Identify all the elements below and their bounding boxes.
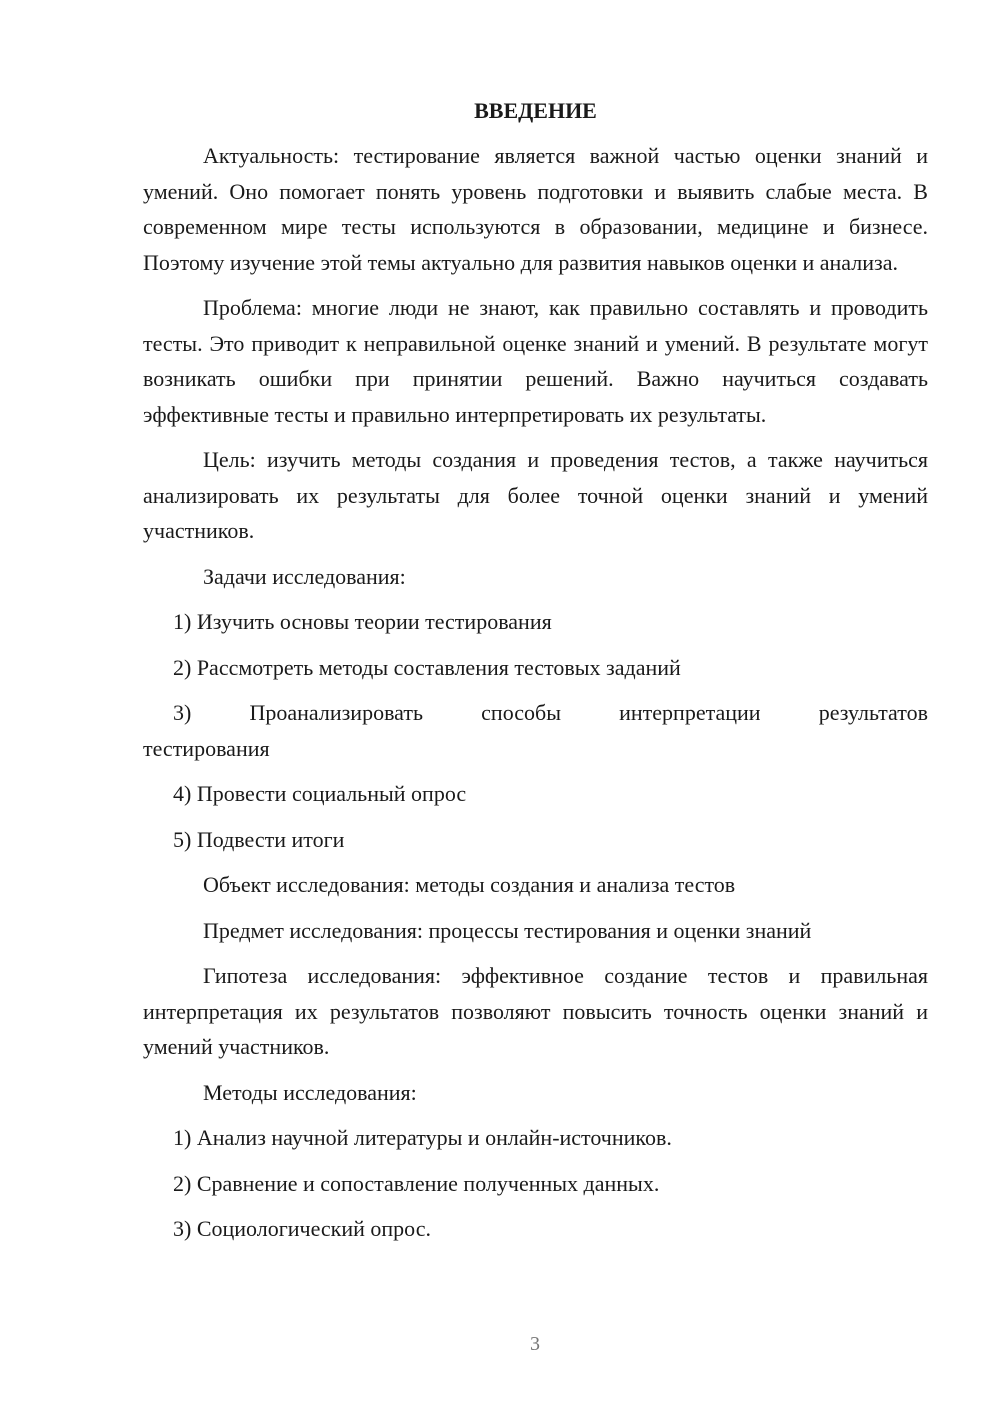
- relevance-paragraph: Актуальность: тестирование является важной частью оценки знаний и умений. Оно помогает понять уровень подготовки и выявить слабые места. В современном мире тесты используются в образовании, медицине и бизнесе. Поэтому изучение этой темы актуально для развития навыков оценки и анализа.: [143, 143, 928, 275]
- task-item-1: 1) Изучить основы теории тестирования: [173, 609, 552, 634]
- task-item-3-number: 3): [173, 700, 192, 725]
- methods-heading: Методы исследования:: [203, 1079, 417, 1105]
- task-item-3-word-1: Проанализировать: [249, 700, 424, 725]
- method-item-1: 1) Анализ научной литературы и онлайн-источников.: [173, 1125, 672, 1150]
- section-title: ВВЕДЕНИЕ: [474, 98, 597, 123]
- task-item-4: 4) Провести социальный опрос: [173, 781, 467, 806]
- method-item-3: 3) Социологический опрос.: [173, 1216, 431, 1241]
- task-item-5: 5) Подвести итоги: [173, 826, 345, 852]
- task-item-3-word-2: способы: [481, 700, 561, 725]
- tasks-heading: Задачи исследования:: [203, 563, 406, 589]
- object-line: Объект исследования: методы создания и анализа тестов: [203, 872, 736, 897]
- subject-line: Предмет исследования: процессы тестирования и оценки знаний: [203, 917, 812, 943]
- page-content: [143, 95, 928, 1257]
- task-item-3-word-4: результатов: [818, 700, 928, 725]
- method-item-2: 2) Сравнение и сопоставление полученных данных.: [173, 1170, 660, 1196]
- task-item-3: [143, 695, 928, 766]
- goal-paragraph: Цель: изучить методы создания и проведения тестов, а также научиться анализировать их результаты для более точной оценки знаний и умений участников.: [143, 447, 928, 543]
- task-item-3-tail: тестирования: [143, 735, 270, 761]
- problem-paragraph: Проблема: многие люди не знают, как правильно составлять и проводить тесты. Это приводит к неправильной оценке знаний и умений. В результате могут возникать ошибки при принятии решений. Важно научиться создавать эффективные тесты и правильно интерпретировать их результаты.: [143, 295, 928, 427]
- page-number: 3: [530, 1333, 540, 1355]
- task-item-3-word-3: интерпретации: [619, 700, 761, 725]
- task-item-3-first-line: [143, 695, 928, 731]
- hypothesis-paragraph: Гипотеза исследования: эффективное создание тестов и правильная интерпретация их результатов позволяют повысить точность оценки знаний и умений участников.: [143, 963, 928, 1059]
- task-item-2: 2) Рассмотреть методы составления тестовых заданий: [173, 654, 681, 680]
